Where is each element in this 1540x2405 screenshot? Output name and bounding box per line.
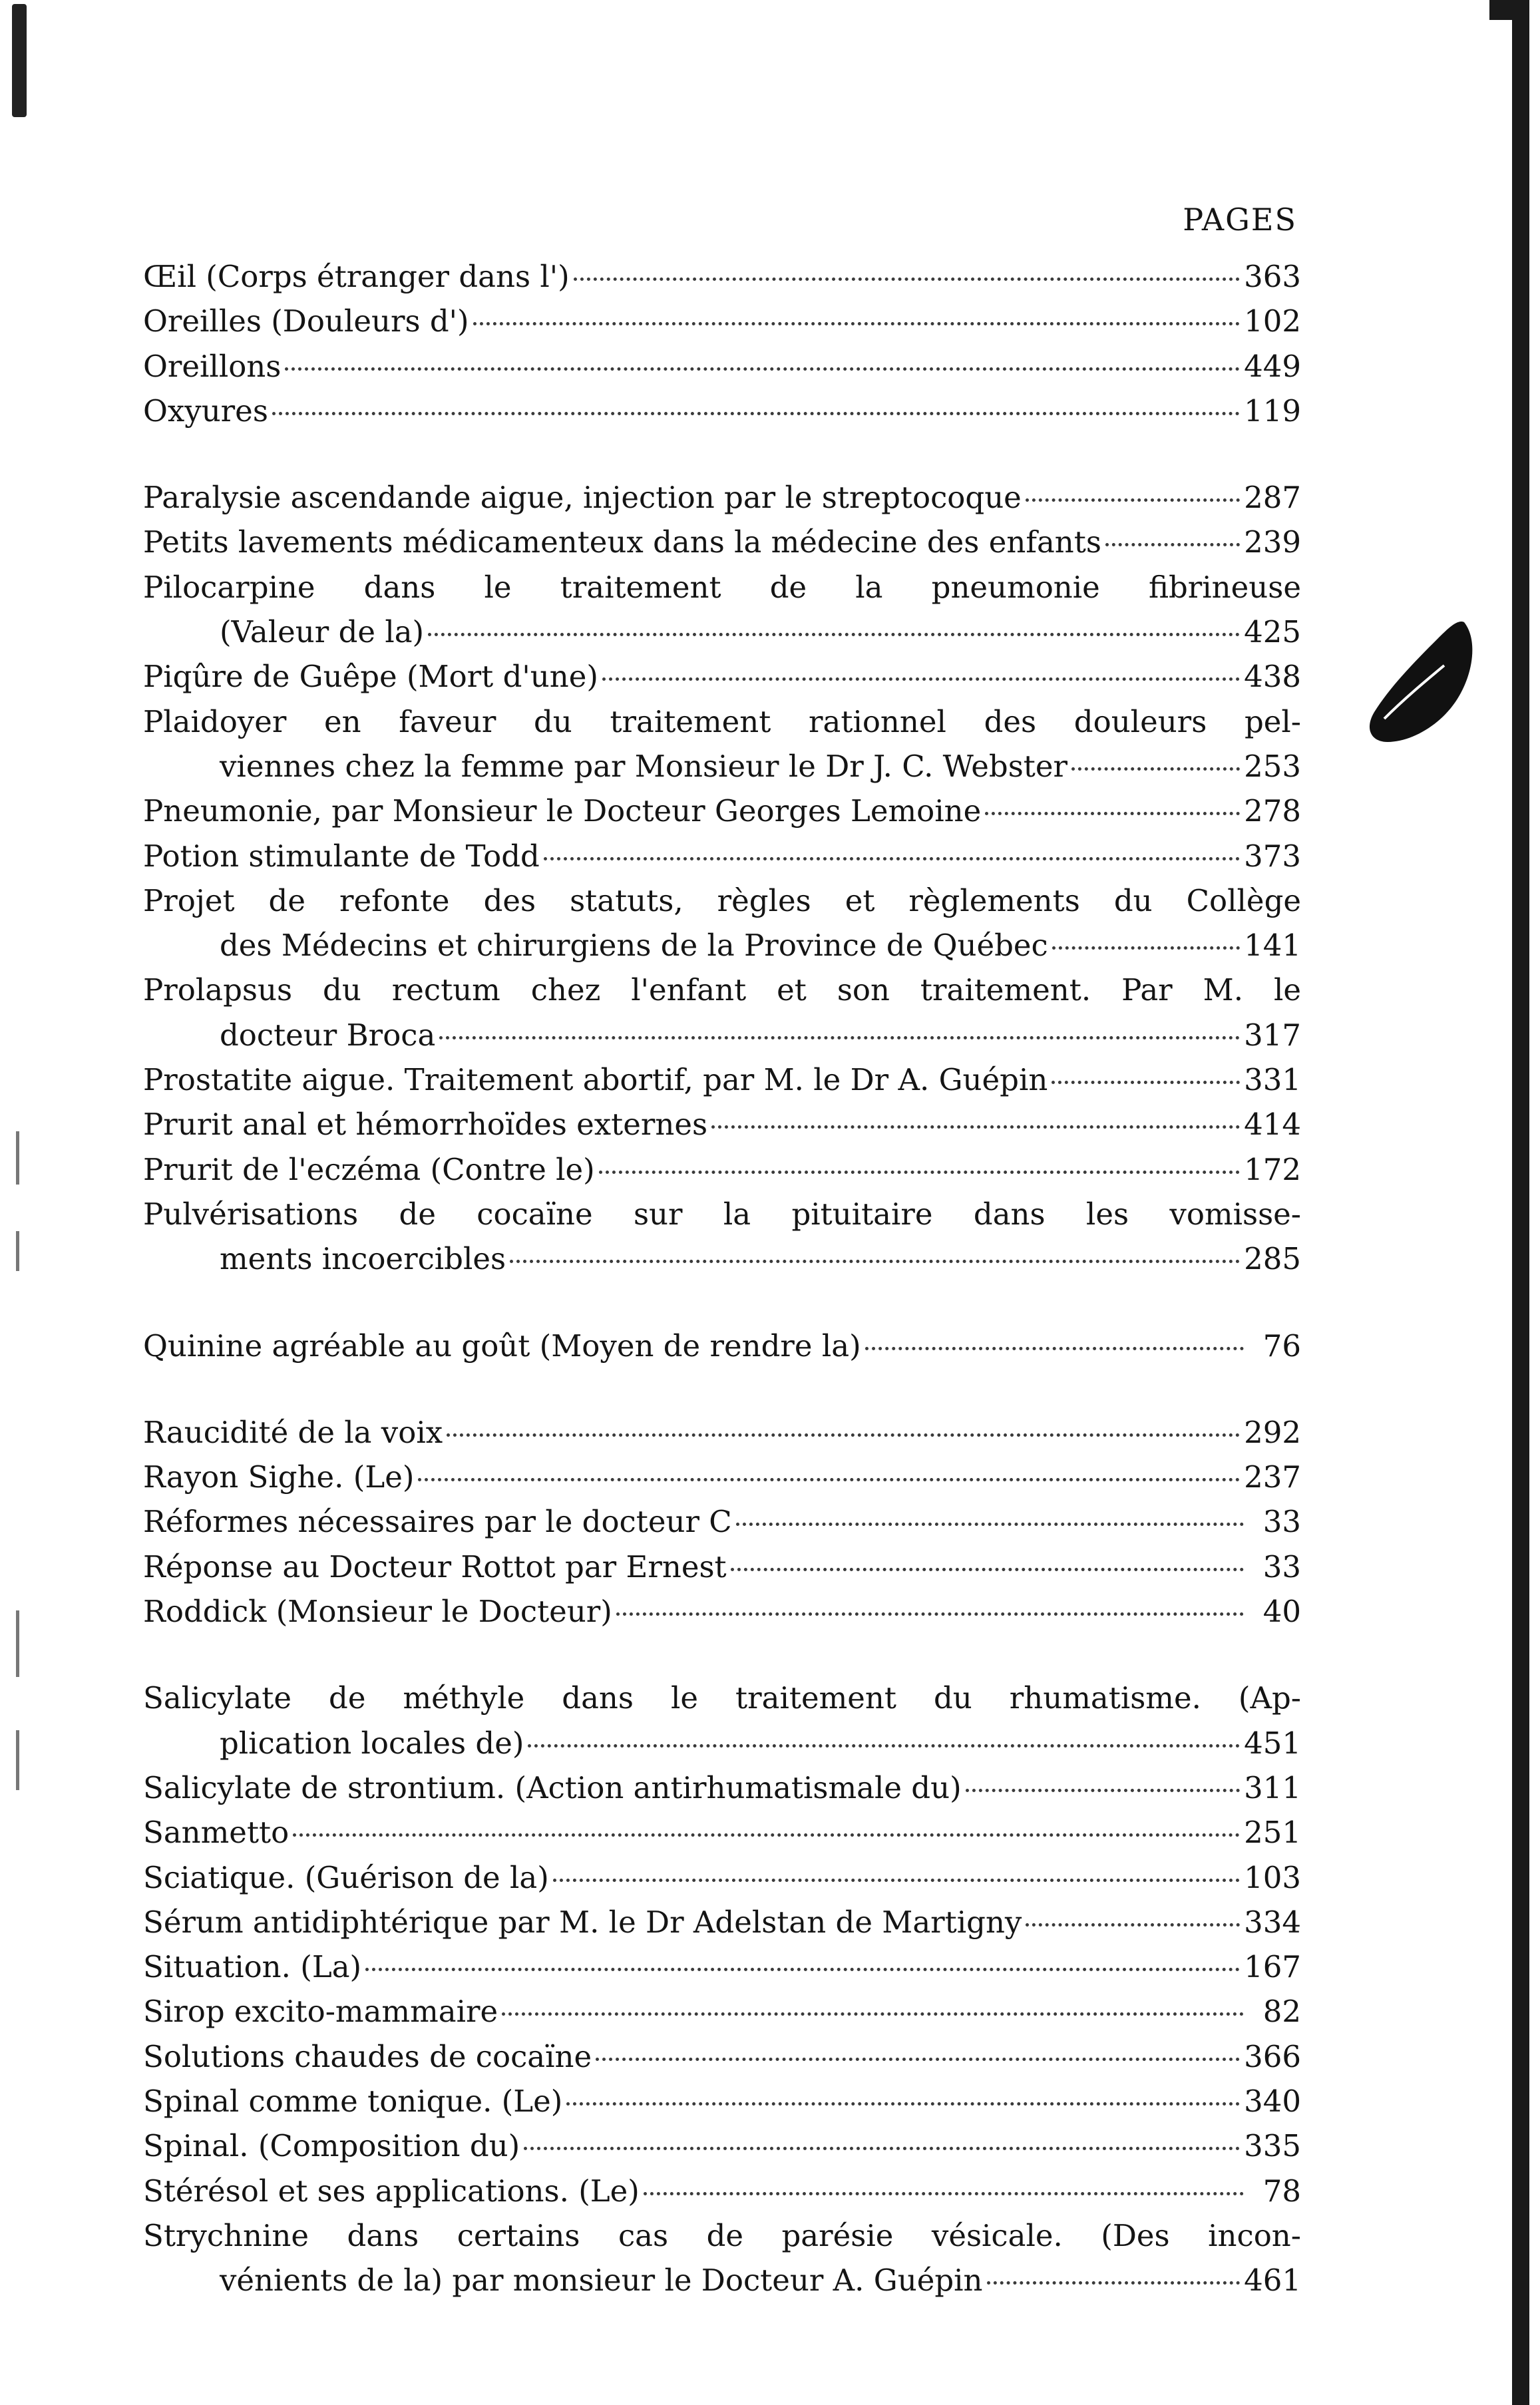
page-number: 461 <box>1244 2263 1301 2299</box>
entry-title: Sciatique. (Guérison de la) <box>143 1859 549 1895</box>
index-entry <box>143 1900 1301 1944</box>
entry-row <box>143 2169 1301 2213</box>
index-entry <box>143 344 1301 389</box>
page-number: 172 <box>1244 1151 1301 1187</box>
index-entry <box>143 299 1301 343</box>
entry-title: Potion stimulante de Todd <box>143 838 540 874</box>
page-edge <box>1512 0 1529 2405</box>
entry-row <box>143 2079 1301 2124</box>
index-entry <box>143 1676 1301 1765</box>
entry-title: Stérésol et ses applications. (Le) <box>143 2173 640 2209</box>
page-number: 425 <box>1244 614 1301 650</box>
entry-row <box>143 2124 1301 2168</box>
entry-title: viennes chez la femme par Monsieur le Dr J. C. Webster <box>220 748 1068 784</box>
entry-title: vénients de la) par monsieur le Docteur A. Guépin <box>220 2263 983 2299</box>
entry-text-line: Strychnine dans certains cas de parésie vésicale. (Des incon- <box>143 2217 1301 2253</box>
dot-leader <box>428 633 1240 636</box>
index-entry <box>143 1102 1301 1147</box>
entry-row <box>143 923 1301 968</box>
dot-leader <box>1105 543 1240 546</box>
entry-title: Oreilles (Douleurs d') <box>143 303 469 339</box>
entry-row <box>143 1900 1301 1944</box>
index-entry <box>143 2079 1301 2124</box>
scan-speck <box>16 1730 19 1790</box>
dot-leader <box>865 1347 1244 1350</box>
index-section <box>143 1676 1301 2303</box>
entry-row <box>143 1013 1301 1057</box>
dot-leader <box>574 278 1240 281</box>
index-entry <box>143 1455 1301 1499</box>
index-entry <box>143 1589 1301 1634</box>
entry-row <box>143 1455 1301 1499</box>
dot-leader <box>644 2192 1244 2195</box>
page-number: 33 <box>1262 1504 1301 1540</box>
page-number: 167 <box>1244 1949 1301 1985</box>
index-entry <box>143 1944 1301 1989</box>
page-number: 287 <box>1244 480 1301 516</box>
index-section <box>143 254 1301 433</box>
entry-title: Prurit anal et hémorrhoïdes externes <box>143 1107 708 1143</box>
page-number: 335 <box>1244 2128 1301 2164</box>
page-number: 239 <box>1244 524 1301 560</box>
dot-leader <box>285 367 1240 371</box>
page-number: 33 <box>1262 1549 1301 1584</box>
entry-row <box>143 1589 1301 1634</box>
dot-leader <box>293 1833 1240 1837</box>
page-number: 438 <box>1244 659 1301 695</box>
index-entry <box>143 2124 1301 2168</box>
entry-text-line: Projet de refonte des statuts, règles et règlements du Collège <box>143 882 1301 918</box>
entry-row <box>143 1810 1301 1855</box>
dot-leader <box>987 2281 1241 2285</box>
page-number: 414 <box>1244 1107 1301 1143</box>
scan-speck <box>16 1131 19 1185</box>
dot-leader <box>1071 767 1240 771</box>
entry-row <box>143 299 1301 343</box>
entry-row <box>143 389 1301 433</box>
entry-row <box>143 1324 1301 1368</box>
page-number: 366 <box>1244 2038 1301 2074</box>
page-number: 82 <box>1262 1994 1301 2030</box>
page-number: 76 <box>1262 1328 1301 1364</box>
entry-row <box>143 254 1301 299</box>
dot-leader <box>418 1478 1240 1481</box>
page-number: 311 <box>1244 1769 1301 1805</box>
entry-title: Salicylate de strontium. (Action antirhumatismale du) <box>143 1769 962 1805</box>
index-entry <box>143 1765 1301 1810</box>
entry-text-line: Pulvérisations de cocaïne sur la pituitaire dans les vomisse- <box>143 1196 1301 1232</box>
index-entry <box>143 254 1301 299</box>
index-entry <box>143 1057 1301 1102</box>
page-number: 119 <box>1244 393 1301 429</box>
page-number: 331 <box>1244 1062 1301 1098</box>
entry-row <box>143 475 1301 520</box>
dot-leader <box>502 2012 1244 2016</box>
page-number: 317 <box>1244 1017 1301 1053</box>
dot-leader <box>731 1568 1244 1571</box>
page-number: 141 <box>1244 928 1301 964</box>
entry-title: Raucidité de la voix <box>143 1414 443 1450</box>
index-entry <box>143 1545 1301 1589</box>
entry-row <box>143 1721 1301 1765</box>
index-entry <box>143 1810 1301 1855</box>
index-entry <box>143 789 1301 833</box>
index-entry <box>143 1989 1301 2034</box>
entry-title: Situation. (La) <box>143 1949 362 1985</box>
entry-row <box>143 834 1301 878</box>
entry-row <box>143 1410 1301 1455</box>
entry-title: Spinal. (Composition du) <box>143 2128 520 2164</box>
index-entry <box>143 2034 1301 2079</box>
entry-row <box>143 344 1301 389</box>
dot-leader <box>566 2102 1240 2106</box>
page-number: 334 <box>1244 1904 1301 1940</box>
index-entry <box>143 475 1301 520</box>
index-entry <box>143 389 1301 433</box>
entry-title: Oxyures <box>143 393 268 429</box>
index-section <box>143 1410 1301 1634</box>
entry-title: plication locales de) <box>220 1725 524 1761</box>
dot-leader <box>510 1260 1240 1263</box>
index-entry <box>143 1855 1301 1900</box>
entry-text-line: Prolapsus du rectum chez l'enfant et son traitement. Par M. le <box>143 972 1301 1008</box>
entry-row <box>143 1855 1301 1900</box>
entry-row <box>143 744 1301 789</box>
entry-row <box>143 654 1301 699</box>
index-entry <box>143 1324 1301 1368</box>
page-number: 285 <box>1244 1241 1301 1277</box>
page-number: 237 <box>1244 1459 1301 1495</box>
scan-speck <box>16 1610 19 1677</box>
page-number: 292 <box>1244 1414 1301 1450</box>
entry-row <box>143 2258 1301 2303</box>
dot-leader <box>365 1968 1240 1971</box>
dot-leader <box>985 812 1240 815</box>
page-number: 363 <box>1244 259 1301 294</box>
index-entry <box>143 2169 1301 2213</box>
dot-leader <box>544 857 1240 860</box>
entry-row <box>143 1057 1301 1102</box>
entry-title: Sanmetto <box>143 1815 289 1851</box>
entry-title: Petits lavements médicamenteux dans la médecine des enfants <box>143 524 1101 560</box>
entry-title: Rayon Sighe. (Le) <box>143 1459 415 1495</box>
entry-title: docteur Broca <box>220 1017 436 1053</box>
dot-leader <box>524 2147 1240 2150</box>
entry-title: Quinine agréable au goût (Moyen de rendre la) <box>143 1328 861 1364</box>
entry-title: Spinal comme tonique. (Le) <box>143 2083 563 2119</box>
dot-leader <box>616 1612 1244 1616</box>
dot-leader <box>447 1433 1240 1437</box>
dot-leader <box>596 2058 1240 2061</box>
index-entry <box>143 654 1301 699</box>
scan-speck <box>16 1231 19 1271</box>
entry-title: Solutions chaudes de cocaïne <box>143 2038 592 2074</box>
dot-leader <box>473 322 1240 325</box>
entry-title: Prurit de l'eczéma (Contre le) <box>143 1151 595 1187</box>
binding-mark <box>12 4 27 117</box>
dot-leader <box>1026 1923 1240 1927</box>
page-number: 449 <box>1244 348 1301 384</box>
dot-leader <box>736 1523 1244 1526</box>
dot-leader <box>711 1125 1240 1129</box>
index-entry <box>143 968 1301 1057</box>
dot-leader <box>1052 946 1240 950</box>
entry-title: Réformes nécessaires par le docteur C <box>143 1504 732 1540</box>
page-number: 102 <box>1244 303 1301 339</box>
index-entry <box>143 520 1301 564</box>
entry-title: Oreillons <box>143 348 282 384</box>
index-entry <box>143 699 1301 789</box>
entry-row <box>143 520 1301 564</box>
index-section <box>143 475 1301 1281</box>
index-entry <box>143 1192 1301 1282</box>
dot-leader <box>966 1789 1240 1792</box>
entry-text-line: Pilocarpine dans le traitement de la pneumonie fibrineuse <box>143 569 1301 605</box>
ink-blot <box>1364 619 1477 745</box>
entry-row <box>143 1944 1301 1989</box>
index-list <box>143 254 1301 2344</box>
entry-row <box>143 1545 1301 1589</box>
dot-leader <box>602 677 1240 681</box>
page-number: 40 <box>1262 1594 1301 1630</box>
entry-row <box>143 1147 1301 1192</box>
index-entry <box>143 1499 1301 1544</box>
entry-title: Réponse au Docteur Rottot par Ernest <box>143 1549 727 1584</box>
dot-leader <box>1052 1081 1240 1084</box>
dot-leader <box>553 1879 1240 1882</box>
page-number: 278 <box>1244 793 1301 829</box>
entry-title: Pneumonie, par Monsieur le Docteur Georges Lemoine <box>143 793 982 829</box>
entry-title: Œil (Corps étranger dans l') <box>143 259 570 294</box>
index-section <box>143 1324 1301 1368</box>
page-number: 451 <box>1244 1725 1301 1761</box>
dot-leader <box>272 412 1240 415</box>
index-entry <box>143 565 1301 655</box>
entry-title: Paralysie ascendande aigue, injection par le streptocoque <box>143 480 1022 516</box>
entry-title: Roddick (Monsieur le Docteur) <box>143 1594 612 1630</box>
entry-row <box>143 789 1301 833</box>
entry-title: Piqûre de Guêpe (Mort d'une) <box>143 659 598 695</box>
entry-row <box>143 2034 1301 2079</box>
entry-row <box>143 1765 1301 1810</box>
entry-row <box>143 610 1301 654</box>
page-number: 103 <box>1244 1859 1301 1895</box>
index-entry <box>143 1147 1301 1192</box>
dot-leader <box>599 1171 1240 1174</box>
entry-row <box>143 1499 1301 1544</box>
page-number: 251 <box>1244 1815 1301 1851</box>
entry-row <box>143 1236 1301 1281</box>
dot-leader <box>528 1744 1240 1748</box>
entry-title: des Médecins et chirurgiens de la Province de Québec <box>220 928 1048 964</box>
index-entry <box>143 1410 1301 1455</box>
page-number: 340 <box>1244 2083 1301 2119</box>
page-number: 253 <box>1244 748 1301 784</box>
pages-column-header: PAGES <box>1183 202 1297 238</box>
entry-text-line: Salicylate de méthyle dans le traitement du rhumatisme. (Ap- <box>143 1680 1301 1716</box>
entry-title: Sérum antidiphtérique par M. le Dr Adelstan de Martigny <box>143 1904 1022 1940</box>
page-number: 373 <box>1244 838 1301 874</box>
index-entry <box>143 878 1301 968</box>
index-entry <box>143 2213 1301 2303</box>
entry-title: ments incoercibles <box>220 1241 506 1277</box>
entry-title: Prostatite aigue. Traitement abortif, par M. le Dr A. Guépin <box>143 1062 1048 1098</box>
entry-title: Sirop excito-mammaire <box>143 1994 498 2030</box>
entry-title: (Valeur de la) <box>220 614 425 650</box>
dot-leader <box>439 1036 1240 1039</box>
entry-row <box>143 1102 1301 1147</box>
entry-row <box>143 1989 1301 2034</box>
index-entry <box>143 834 1301 878</box>
page-number: 78 <box>1262 2173 1301 2209</box>
entry-text-line: Plaidoyer en faveur du traitement rationnel des douleurs pel- <box>143 703 1301 739</box>
dot-leader <box>1026 498 1240 502</box>
